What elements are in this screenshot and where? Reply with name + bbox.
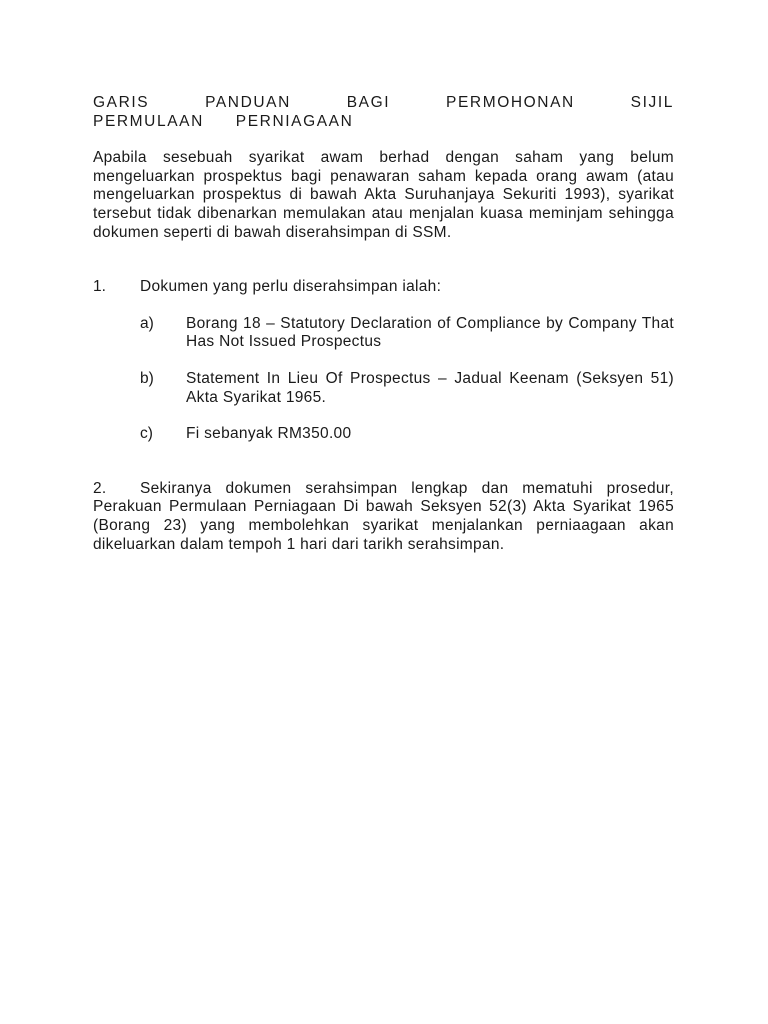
section-2-text: Sekiranya dokumen serahsimpan lengkap dan mematuhi prosedur, Perakuan Permulaan Perniagaan Di bawah Seksyen 52(3) Akta Syarikat 1965 (Borang 23) yang membolehkan syarikat menjalankan perniaagaan akan dikeluarkan dalam tempoh 1 hari dari tarikh serahsimpan. <box>93 479 674 553</box>
section-1-number: 1. <box>93 278 106 296</box>
list-item-letter: b) <box>140 369 154 387</box>
list-item-text: Fi sebanyak RM350.00 <box>186 425 352 443</box>
document-title: GARIS PANDUAN BAGI PERMOHONAN SIJIL PERMULAAN PERNIAGAAN <box>93 94 674 130</box>
section-2-number: 2. <box>93 479 107 497</box>
list-item-letter: a) <box>140 314 154 332</box>
list-item <box>93 425 674 444</box>
list-item-text: Statement In Lieu Of Prospectus – Jadual Keenam (Seksyen 51) Akta Syarikat 1965. <box>186 369 674 406</box>
section-1 <box>93 278 674 297</box>
list-item-letter: c) <box>140 425 153 443</box>
list-item <box>93 370 674 407</box>
document-page <box>93 94 674 554</box>
intro-paragraph: Apabila sesebuah syarikat awam berhad dengan saham yang belum mengeluarkan prospektus bagi penawaran saham kepada orang awam (atau mengeluarkan prospektus di bawah Akta Suruhanjaya Sekuriti 1993), syarikat tersebut tidak dibenarkan memulakan atau menjalan kuasa meminjam sehingga dokumen seperti di bawah diserahsimpan di SSM. <box>93 149 674 241</box>
list-item-text: Borang 18 – Statutory Declaration of Compliance by Company That Has Not Issued Prospectus <box>186 314 674 351</box>
list-item <box>93 315 674 352</box>
section-1-text: Dokumen yang perlu diserahsimpan ialah: <box>140 278 442 296</box>
section-2 <box>93 480 674 554</box>
document-list <box>93 315 674 444</box>
